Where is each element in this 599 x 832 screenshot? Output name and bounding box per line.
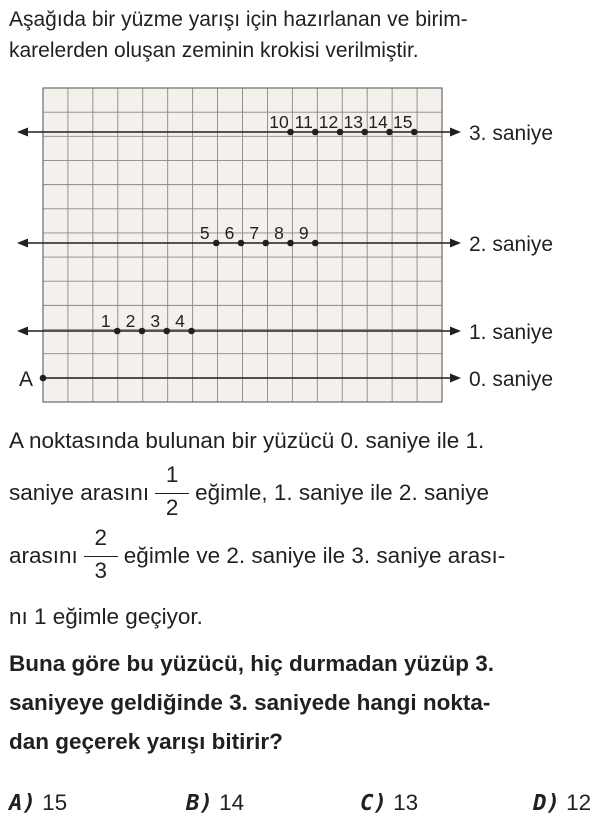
arrow-right-icon: [450, 239, 461, 248]
fraction-two-thirds: [84, 525, 118, 589]
question-line: Buna göre bu yüzücü, hiç durmadan yüzüp 3.: [9, 651, 495, 676]
option-b[interactable]: [186, 790, 244, 816]
point-marker: [312, 129, 319, 136]
intro-line: karelerden oluşan zeminin krokisi verilmiştir.: [9, 39, 419, 62]
point-number: 4: [175, 311, 185, 331]
point-marker: [262, 240, 269, 247]
arrow-right-icon: [450, 327, 461, 336]
fraction-numerator: 1: [165, 462, 179, 487]
option-value: 13: [393, 790, 419, 815]
point-marker: [287, 240, 294, 247]
point-marker: [188, 328, 195, 335]
point-marker: [213, 240, 220, 247]
option-value: 15: [42, 790, 68, 815]
fraction-numerator: 2: [94, 525, 108, 550]
fraction-bar: [84, 556, 118, 557]
option-c[interactable]: [360, 790, 418, 816]
option-letter: A): [9, 790, 37, 816]
point-a-marker: [40, 375, 47, 382]
paragraph-line1: A noktasında bulunan bir yüzücü 0. saniye ile 1.: [9, 428, 485, 453]
question-line: dan geçerek yarışı bitirir?: [9, 729, 283, 754]
arrow-right-icon: [450, 128, 461, 137]
option-value: 14: [219, 790, 245, 815]
intro-line: Aşağıda bir yüzme yarışı için hazırlanan ve birim-: [9, 8, 468, 31]
point-number: 9: [298, 223, 309, 243]
paragraph-line4: nı 1 eğimle geçiyor.: [9, 604, 203, 629]
option-letter: D): [533, 790, 561, 816]
option-letter: B): [186, 790, 214, 816]
line-label: 1. saniye: [469, 321, 554, 344]
paragraph-line3: [9, 525, 594, 589]
point-marker: [163, 328, 170, 335]
point-marker: [312, 240, 319, 247]
point-number: 2: [125, 311, 136, 331]
point-marker: [238, 240, 245, 247]
option-d[interactable]: [533, 790, 591, 816]
option-value: 12: [566, 790, 592, 815]
paragraph-text: saniye arasını: [9, 479, 150, 505]
point-number: 8: [274, 223, 284, 243]
point-number: 15: [393, 112, 413, 132]
arrow-left-icon: [17, 128, 28, 137]
point-marker: [139, 328, 146, 335]
paragraph-line2: [9, 462, 594, 526]
point-number: 6: [224, 223, 235, 243]
option-a[interactable]: [9, 790, 67, 816]
point-number: 3: [150, 311, 161, 331]
point-number: 10: [269, 112, 289, 132]
point-number: 5: [199, 223, 210, 243]
point-number: 7: [249, 223, 260, 243]
option-letter: C): [360, 790, 388, 816]
point-number: 11: [294, 112, 313, 132]
fraction-bar: [155, 493, 189, 494]
question-text: [9, 644, 594, 761]
point-number: 12: [318, 112, 339, 132]
question-line: saniyeye geldiğinde 3. saniyede hangi nokta-: [9, 690, 491, 715]
fraction-denominator: 2: [165, 495, 179, 520]
arrow-left-icon: [17, 327, 28, 336]
paragraph-text: eğimle, 1. saniye ile 2. saniye: [195, 479, 489, 505]
line-label: 2. saniye: [469, 233, 554, 256]
point-number: 1: [100, 311, 111, 331]
arrow-right-icon: [450, 374, 461, 383]
fraction-one-half: [155, 462, 189, 526]
point-number: 14: [368, 112, 388, 132]
paragraph-text: eğimle ve 2. saniye ile 3. saniye arası-: [123, 542, 506, 568]
arrow-left-icon: [17, 239, 28, 248]
point-number: 13: [343, 112, 363, 132]
line-label: 3. saniye: [469, 122, 554, 145]
line-label: 0. saniye: [469, 368, 554, 391]
point-a-label: A: [19, 368, 34, 391]
paragraph-text: arasını: [9, 542, 78, 568]
point-marker: [114, 328, 121, 335]
fraction-denominator: 3: [94, 558, 108, 583]
